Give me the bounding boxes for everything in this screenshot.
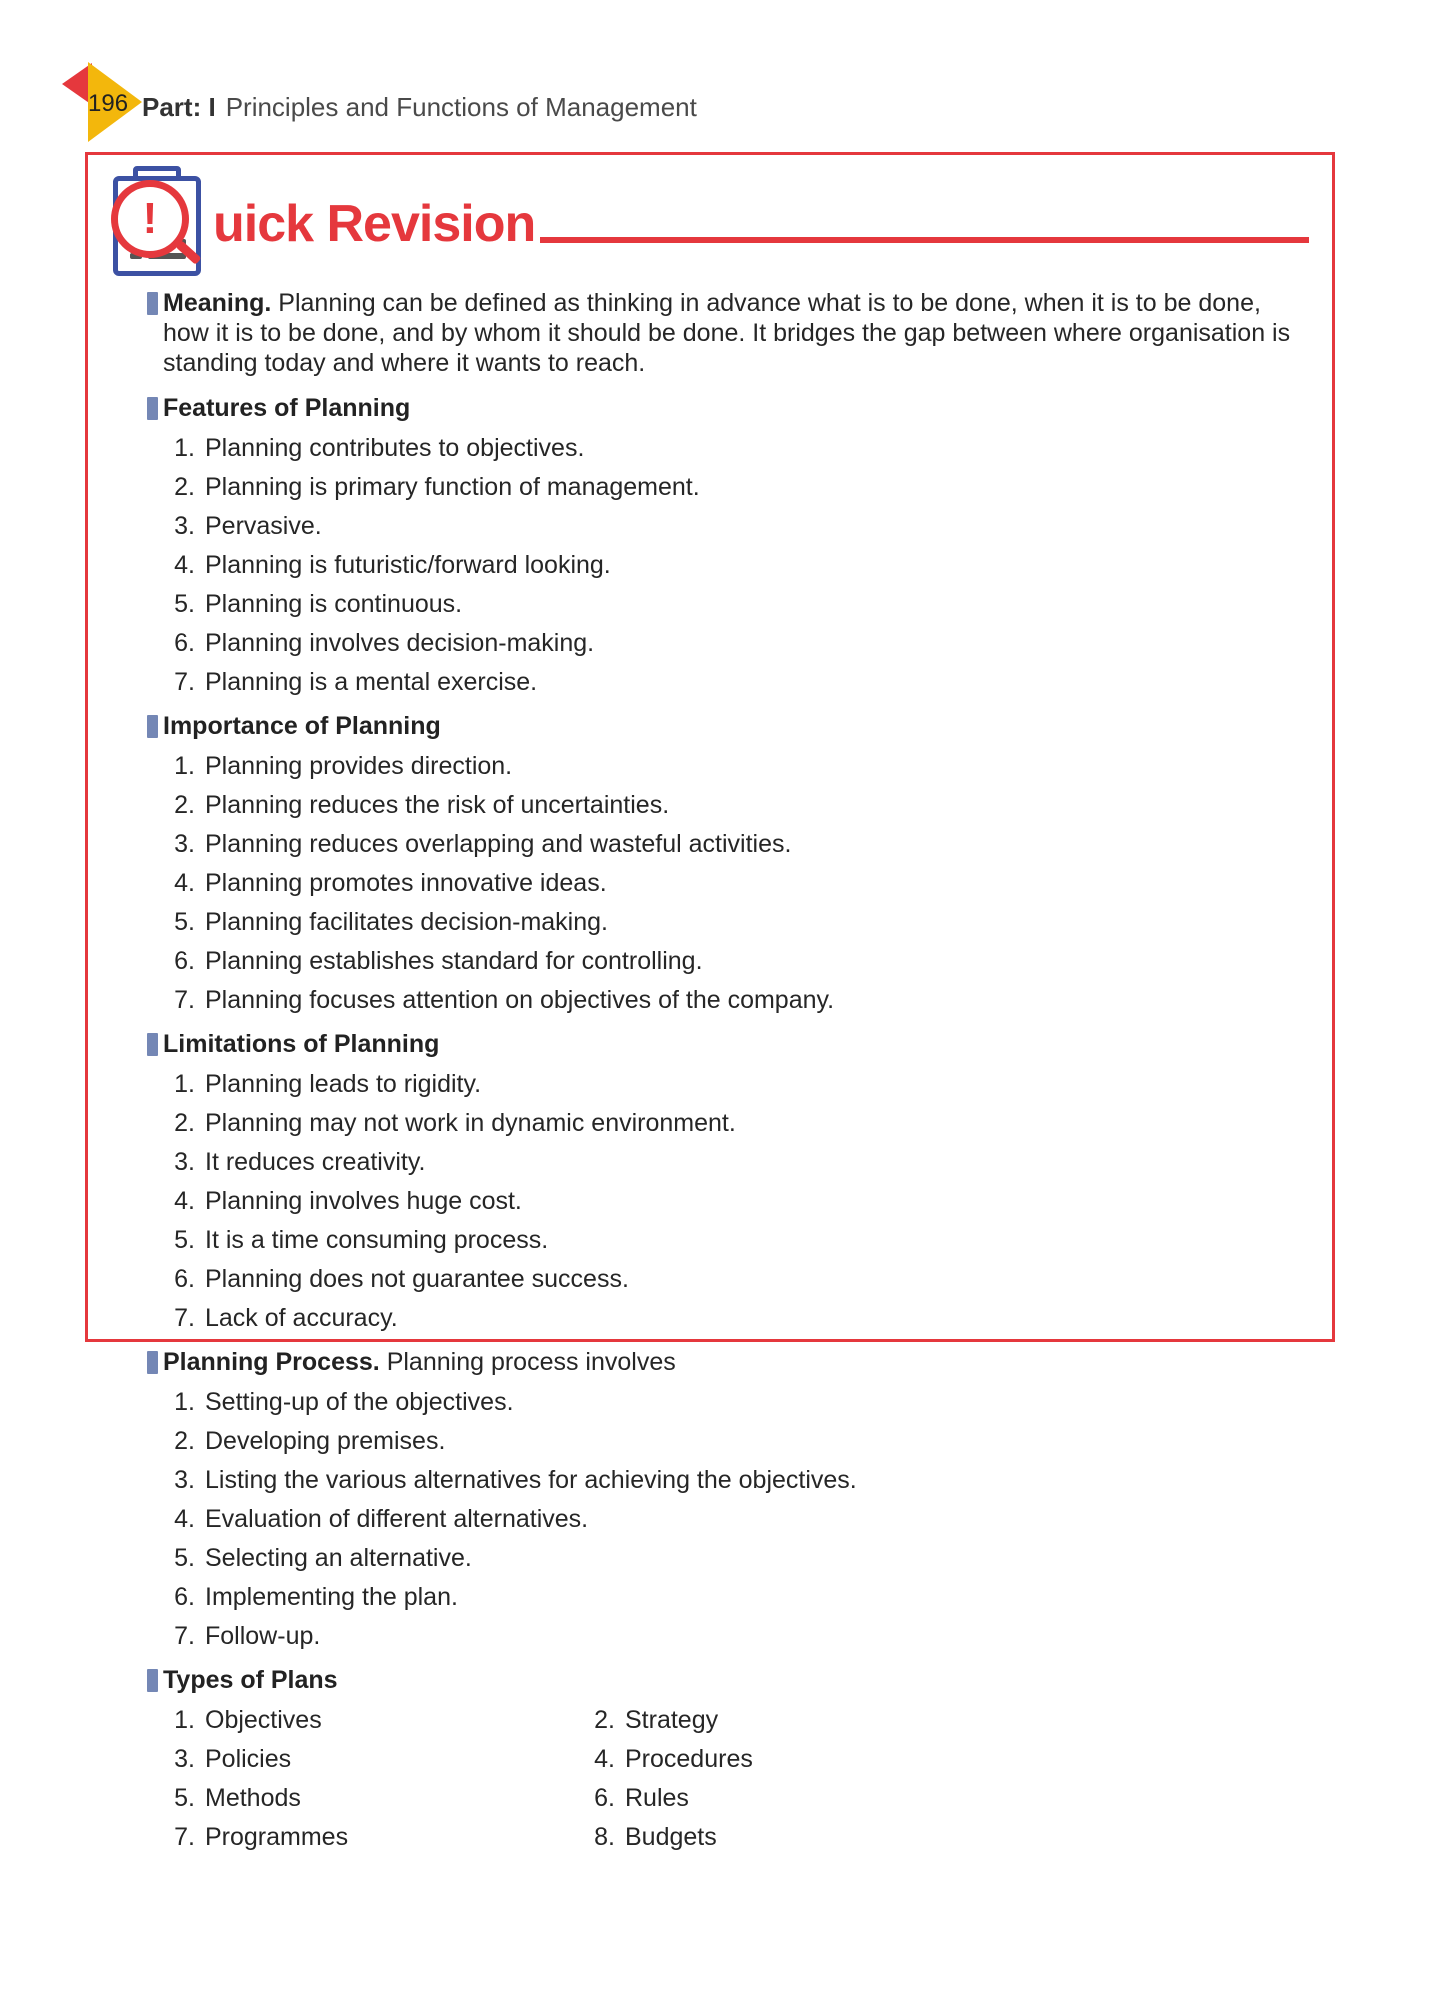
- item-number: 4.: [174, 1187, 195, 1215]
- right-column: [594, 1695, 1335, 1851]
- item-text: Lack of accuracy.: [205, 1304, 398, 1332]
- item-text: Strategy: [625, 1706, 719, 1734]
- bullet-marker: [147, 1351, 158, 1374]
- section-title: Limitations of Planning: [163, 1030, 440, 1058]
- list-item: [85, 986, 1335, 1014]
- list-item: [85, 1466, 1335, 1494]
- item-number: 8.: [594, 1823, 615, 1851]
- quick-revision-title-row: [85, 160, 1335, 253]
- item-text: Policies: [205, 1745, 292, 1773]
- section-lead: Planning process involves: [379, 1348, 676, 1376]
- item-number: 1.: [174, 434, 195, 462]
- left-column: [85, 1695, 598, 1851]
- item-number: 6.: [174, 947, 195, 975]
- revision-sections: [85, 288, 1335, 1851]
- item-text: Developing premises.: [205, 1427, 446, 1455]
- list-item: [85, 752, 1335, 780]
- item-text: Planning involves decision-making.: [205, 629, 595, 657]
- item-text: Follow-up.: [205, 1622, 321, 1650]
- item-number: 7.: [174, 986, 195, 1014]
- item-text: Setting-up of the objectives.: [205, 1388, 514, 1416]
- item-text: Programmes: [205, 1823, 349, 1851]
- list-item: [85, 1544, 1335, 1572]
- section-list: [85, 1388, 1335, 1650]
- section-list: [85, 752, 1335, 1014]
- item-number: 3.: [174, 512, 195, 540]
- item-number: 6.: [174, 1583, 195, 1611]
- item-number: 1.: [174, 1706, 195, 1734]
- list-item: [85, 1304, 1335, 1332]
- list-item: [85, 830, 1335, 858]
- item-number: 4.: [174, 869, 195, 897]
- bullet-marker: [147, 1033, 158, 1056]
- item-number: 2.: [174, 791, 195, 819]
- quick-revision-icon: [109, 166, 205, 278]
- page-number: 196: [88, 90, 129, 117]
- item-text: Methods: [205, 1784, 301, 1812]
- section-title: Meaning.: [163, 289, 272, 317]
- item-number: 5.: [174, 1544, 195, 1572]
- list-item: [85, 1427, 1335, 1455]
- page-title: uick Revision: [213, 195, 536, 253]
- list-item: [85, 1823, 598, 1851]
- item-number: 7.: [174, 1622, 195, 1650]
- list-item: [85, 908, 1335, 936]
- item-text: Planning contributes to objectives.: [205, 434, 585, 462]
- item-number: 5.: [174, 1784, 195, 1812]
- item-text: Planning does not guarantee success.: [205, 1265, 629, 1293]
- list-item: [85, 629, 1335, 657]
- section-types-of-plans: [85, 1665, 1335, 1851]
- list-item: [85, 1226, 1335, 1254]
- section-title: Planning Process.: [163, 1348, 380, 1376]
- list-item: [85, 1505, 1335, 1533]
- item-number: 6.: [594, 1784, 615, 1812]
- item-number: 1.: [174, 1388, 195, 1416]
- running-header: [142, 92, 697, 123]
- section-heading: [85, 1347, 1335, 1377]
- list-item: [85, 1148, 1335, 1176]
- section-heading: [85, 393, 1335, 423]
- section-heading: [85, 711, 1335, 741]
- item-number: 5.: [174, 908, 195, 936]
- bullet-marker: [147, 715, 158, 738]
- item-number: 6.: [174, 1265, 195, 1293]
- list-item: [85, 1706, 598, 1734]
- section-list: [85, 1070, 1335, 1332]
- section-lead: Planning can be defined as thinking in advance what is to be done, when it is to be done, how it is to be done, and by whom it should be done. It bridges the gap between where organisation is standing today and where it wants to reach.: [163, 289, 1291, 377]
- section-limitations-of-planning: [85, 1029, 1335, 1332]
- item-text: Planning focuses attention on objectives of the company.: [205, 986, 835, 1014]
- item-text: Evaluation of different alternatives.: [205, 1505, 589, 1533]
- section-heading: [85, 288, 1335, 378]
- list-item: [85, 947, 1335, 975]
- item-text: Planning establishes standard for controlling.: [205, 947, 703, 975]
- item-text: Procedures: [625, 1745, 753, 1773]
- item-text: Planning reduces overlapping and wasteful activities.: [205, 830, 792, 858]
- part-label: Part: I: [142, 92, 216, 122]
- list-item: [85, 1784, 598, 1812]
- list-item: [85, 590, 1335, 618]
- part-title: Principles and Functions of Management: [225, 92, 697, 122]
- item-text: Implementing the plan.: [205, 1583, 458, 1611]
- list-item: [594, 1745, 1335, 1773]
- list-item: [85, 551, 1335, 579]
- title-underline: [540, 237, 1309, 243]
- item-text: Planning is futuristic/forward looking.: [205, 551, 611, 579]
- page-header: [0, 0, 1445, 150]
- list-item: [85, 1070, 1335, 1098]
- item-number: 2.: [594, 1706, 615, 1734]
- section-list: [85, 434, 1335, 696]
- item-number: 6.: [174, 629, 195, 657]
- list-item: [594, 1784, 1335, 1812]
- list-item: [85, 1109, 1335, 1137]
- item-text: Objectives: [205, 1706, 322, 1734]
- item-text: Budgets: [625, 1823, 717, 1851]
- item-number: 7.: [174, 1823, 195, 1851]
- item-number: 2.: [174, 473, 195, 501]
- section-title: Types of Plans: [163, 1666, 338, 1694]
- list-item: [85, 512, 1335, 540]
- item-number: 2.: [174, 1109, 195, 1137]
- section-planning-process: [85, 1347, 1335, 1650]
- bullet-marker: [147, 397, 158, 420]
- list-item: [85, 668, 1335, 696]
- item-number: 7.: [174, 1304, 195, 1332]
- quick-revision-content: [85, 160, 1335, 1851]
- list-item: [85, 1388, 1335, 1416]
- item-number: 5.: [174, 1226, 195, 1254]
- list-item: [85, 1187, 1335, 1215]
- item-number: 1.: [174, 1070, 195, 1098]
- item-number: 3.: [174, 830, 195, 858]
- two-column-list: [85, 1695, 1335, 1851]
- item-text: Listing the various alternatives for achieving the objectives.: [205, 1466, 857, 1494]
- list-item: [594, 1706, 1335, 1734]
- list-item: [85, 1265, 1335, 1293]
- item-number: 7.: [174, 668, 195, 696]
- section-features-of-planning: [85, 393, 1335, 696]
- item-text: Rules: [625, 1784, 689, 1812]
- item-number: 4.: [594, 1745, 615, 1773]
- item-text: It reduces creativity.: [205, 1148, 426, 1176]
- list-item: [594, 1823, 1335, 1851]
- section-title: Features of Planning: [163, 394, 411, 422]
- list-item: [85, 869, 1335, 897]
- item-text: Planning facilitates decision-making.: [205, 908, 608, 936]
- section-importance-of-planning: [85, 711, 1335, 1014]
- item-number: 3.: [174, 1466, 195, 1494]
- section-title: Importance of Planning: [163, 712, 441, 740]
- item-number: 4.: [174, 1505, 195, 1533]
- item-text: Planning may not work in dynamic environment.: [205, 1109, 736, 1137]
- item-number: 5.: [174, 590, 195, 618]
- item-number: 3.: [174, 1148, 195, 1176]
- list-item: [85, 1745, 598, 1773]
- item-number: 1.: [174, 752, 195, 780]
- item-text: It is a time consuming process.: [205, 1226, 549, 1254]
- item-text: Planning leads to rigidity.: [205, 1070, 482, 1098]
- item-text: Pervasive.: [205, 512, 322, 540]
- item-number: 4.: [174, 551, 195, 579]
- item-text: Planning is primary function of management.: [205, 473, 700, 501]
- item-number: 2.: [174, 1427, 195, 1455]
- item-text: Planning is a mental exercise.: [205, 668, 538, 696]
- item-text: Planning promotes innovative ideas.: [205, 869, 607, 897]
- section-meaning: [85, 288, 1335, 378]
- list-item: [85, 434, 1335, 462]
- exclamation-mark: !: [142, 194, 158, 243]
- section-heading: [85, 1029, 1335, 1059]
- section-heading: [85, 1665, 1335, 1695]
- item-text: Planning is continuous.: [205, 590, 463, 618]
- list-item: [85, 1622, 1335, 1650]
- list-item: [85, 791, 1335, 819]
- item-text: Selecting an alternative.: [205, 1544, 472, 1572]
- item-text: Planning provides direction.: [205, 752, 513, 780]
- bullet-marker: [147, 292, 158, 315]
- item-text: Planning reduces the risk of uncertainties.: [205, 791, 670, 819]
- item-text: Planning involves huge cost.: [205, 1187, 522, 1215]
- bullet-marker: [147, 1669, 158, 1692]
- list-item: [85, 1583, 1335, 1611]
- list-item: [85, 473, 1335, 501]
- item-number: 3.: [174, 1745, 195, 1773]
